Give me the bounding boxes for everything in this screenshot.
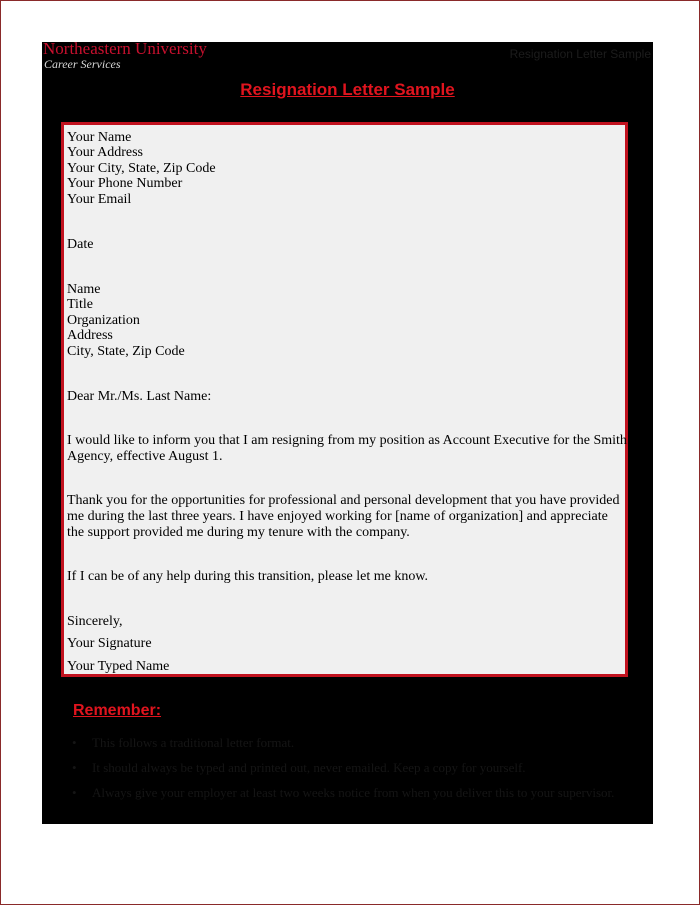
bullet-icon: •	[72, 735, 77, 750]
recipient-address: Address	[67, 328, 113, 343]
bullet-icon: •	[72, 760, 77, 775]
body-paragraph-1: I would like to inform you that I am resigning from my position as Account Executive for the Smith Agency, effective August 1.	[67, 433, 627, 464]
recipient-city: City, State, Zip Code	[67, 344, 185, 359]
letter-date: Date	[67, 237, 94, 252]
list-item-text: Always give your employer at least two weeks notice from when you deliver this to your supervisor.	[92, 785, 615, 800]
university-name: Northeastern University	[43, 42, 207, 58]
remember-list	[72, 735, 632, 810]
department-name: Career Services	[44, 57, 121, 71]
closing: Sincerely,	[67, 614, 123, 629]
typed-name: Your Typed Name	[67, 659, 170, 674]
sender-city: Your City, State, Zip Code	[67, 161, 216, 176]
bullet-icon: •	[72, 785, 77, 800]
header-doc-label: Resignation Letter Sample	[509, 47, 651, 61]
remember-heading: Remember:	[73, 702, 162, 719]
sender-address: Your Address	[67, 145, 143, 160]
body-paragraph-2: Thank you for the opportunities for professional and personal development that you have provided me during the last three years. I have enjoyed working for [name of organization] and appreciate the support provided me during my tenure with the company.	[67, 493, 620, 540]
sender-name: Your Name	[67, 130, 132, 145]
document-title: Resignation Letter Sample	[240, 80, 455, 99]
list-item	[72, 785, 632, 801]
list-item-text: This follows a traditional letter format.	[92, 735, 295, 750]
recipient-title: Title	[67, 297, 93, 312]
sender-email: Your Email	[67, 192, 132, 207]
recipient-organization: Organization	[67, 313, 140, 328]
document-page	[42, 42, 653, 824]
list-item	[72, 735, 632, 751]
recipient-name: Name	[67, 282, 101, 297]
signature: Your Signature	[67, 636, 152, 651]
letter-box	[61, 122, 628, 677]
list-item-text: It should always be typed and printed out, never emailed. Keep a copy for yourself.	[92, 760, 526, 775]
body-paragraph-3: If I can be of any help during this transition, please let me know.	[67, 569, 429, 584]
list-item	[72, 760, 632, 776]
salutation: Dear Mr./Ms. Last Name:	[67, 389, 212, 404]
sender-phone: Your Phone Number	[67, 176, 183, 191]
